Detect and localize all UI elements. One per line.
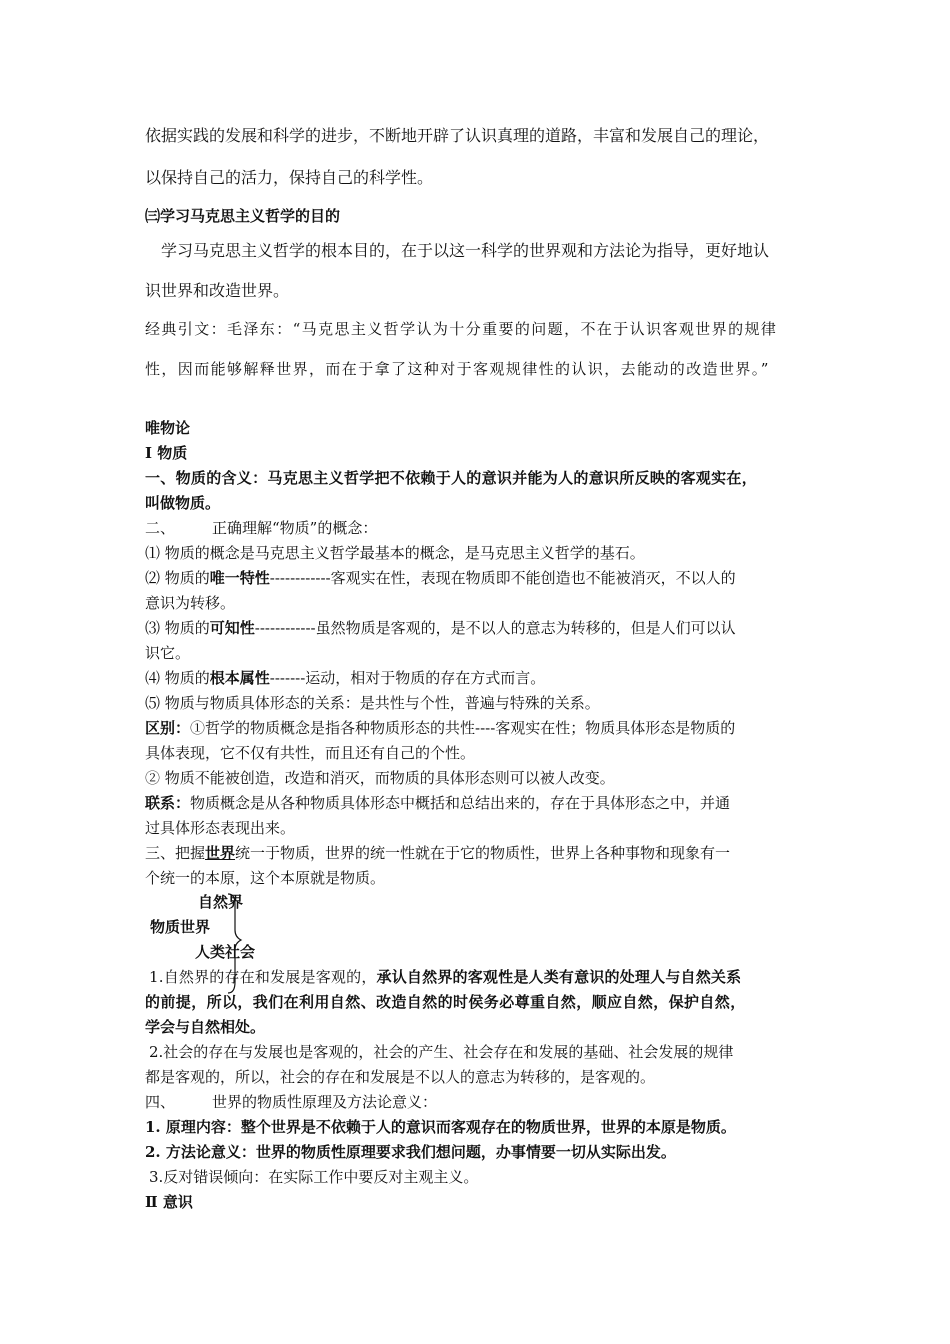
section-number: 四、 (145, 1093, 176, 1111)
difference-line: ② 物质不能被创造，改造和消灭，而物质的具体形态则可以被人改变。 (145, 769, 615, 787)
point-line: ⑸ 物质与物质具体形态的关系：是共性与个性，普遍与特殊的关系。 (145, 694, 600, 712)
diagram-material-world: 物质世界 (150, 918, 211, 936)
paragraph-line: 识世界和改造世界。 (145, 281, 290, 300)
section-line: 个统一的本原，这个本原就是物质。 (145, 869, 386, 887)
connection-line: 联系：物质概念是从各种物质具体形态中概括和总结出来的，存在于具体形态之中，并通 (145, 794, 731, 812)
section-title: 世界的物质性原理及方法论意义： (212, 1093, 438, 1111)
point-line: ⑴ 物质的概念是马克思主义哲学最基本的概念，是马克思主义哲学的基石。 (145, 544, 645, 562)
connection-line: 过具体形态表现出来。 (145, 819, 296, 837)
numbered-line: 学会与自然相处。 (145, 1018, 266, 1036)
paragraph-line: 依据实践的发展和科学的进步，不断地开辟了认识真理的道路，丰富和发展自己的理论， (145, 126, 770, 145)
principle-line: 2. 方法论意义：世界的物质性原理要求我们想问题，办事情要一切从实际出发。 (145, 1143, 676, 1161)
difference-line: 具体表现，它不仅有共性，而且还有自己的个性。 (145, 744, 476, 762)
subsection-title: Ⅱ 意识 (145, 1193, 193, 1211)
definition-line: 一、物质的含义：马克思主义哲学把不依赖于人的意识并能为人的意识所反映的客观实在， (145, 469, 758, 487)
numbered-line: 的前提，所以，我们在利用自然、改造自然的时侯务必尊重自然，顺应自然，保护自然， (145, 993, 746, 1011)
point-line: ⑶ 物质的可知性------------虽然物质是客观的，是不以人的意志为转移的，但是人们可以认 (145, 619, 736, 637)
section-heading: ㈢学习马克思主义哲学的目的 (145, 207, 341, 225)
principle-line: 1. 原理内容：整个世界是不依赖于人的意识而客观存在的物质世界，世界的本原是物质。 (145, 1118, 736, 1136)
principle-line: 3.反对错误倾向：在实际工作中要反对主观主义。 (149, 1168, 479, 1186)
difference-line: 区别：①哲学的物质概念是指各种物质形态的共性----客观实在性；物质具体形态是物质的 (145, 719, 736, 737)
diagram-nature: 自然界 (198, 893, 244, 911)
section-title: 正确理解“物质”的概念： (212, 519, 378, 537)
numbered-line: 都是客观的，所以，社会的存在和发展是不以人的意志为转移的，是客观的。 (145, 1068, 656, 1086)
point-line: ⑷ 物质的根本属性-------运动，相对于物质的存在方式而言。 (145, 669, 546, 687)
subsection-title: Ⅰ 物质 (145, 444, 188, 462)
definition-line: 叫做物质。 (145, 494, 221, 512)
quote-line: 性，因而能够解释世界，而在于拿了这种对于客观规律性的认识，去能动的改造世界。” (145, 360, 770, 378)
point-line: ⑵ 物质的唯一特性------------客观实在性，表现在物质即不能创造也不能被消灭，不以人的 (145, 569, 736, 587)
point-line: 识它。 (145, 644, 191, 662)
section-line: 三、把握世界统一于物质，世界的统一性就在于它的物质性，世界上各种事物和现象有一 (145, 844, 731, 862)
numbered-line: 2.社会的存在与发展也是客观的，社会的产生、社会存在和发展的基础、社会发展的规律 (149, 1043, 734, 1061)
quote-line: 经典引文：毛泽东：“马克思主义哲学认为十分重要的问题，不在于认识客观世界的规律 (145, 320, 778, 338)
paragraph-line: 以保持自己的活力，保持自己的科学性。 (145, 168, 434, 187)
section-number: 二、 (145, 519, 176, 537)
point-line: 意识为转移。 (145, 594, 236, 612)
diagram-society: 人类社会 (195, 943, 256, 961)
paragraph-line: 学习马克思主义哲学的根本目的，在于以这一科学的世界观和方法论为指导，更好地认 (161, 241, 770, 260)
numbered-line: 1.自然界的存在和发展是客观的，承认自然界的客观性是人类有意识的处理人与自然关系 (149, 968, 742, 986)
chapter-title: 唯物论 (145, 419, 191, 437)
